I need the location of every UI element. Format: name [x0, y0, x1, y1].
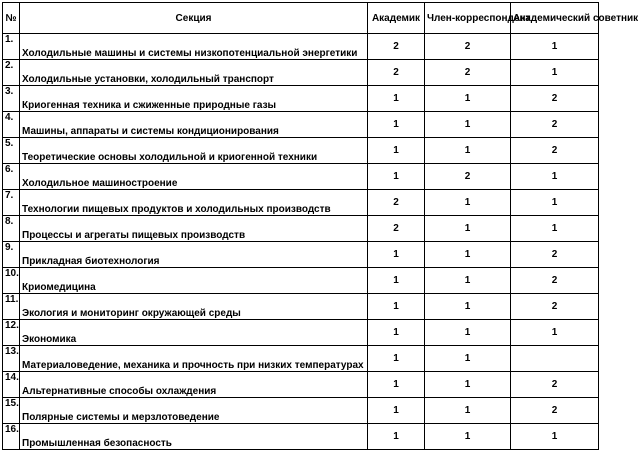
row-section: Холодильное машиностроение [20, 164, 368, 190]
row-academician: 2 [368, 190, 425, 216]
header-number: № [3, 3, 20, 34]
row-academic-advisor: 1 [511, 164, 599, 190]
table-row [3, 164, 599, 190]
table-row [3, 424, 599, 450]
row-corresponding-member: 1 [425, 398, 511, 424]
row-corresponding-member: 1 [425, 242, 511, 268]
row-corresponding-member: 1 [425, 294, 511, 320]
row-academic-advisor: 2 [511, 242, 599, 268]
row-academician: 1 [368, 242, 425, 268]
table-row [3, 372, 599, 398]
row-number: 11. [3, 294, 20, 320]
row-number: 7. [3, 190, 20, 216]
table-row [3, 86, 599, 112]
row-number: 13. [3, 346, 20, 372]
table-header-row [3, 3, 599, 34]
row-number: 4. [3, 112, 20, 138]
row-number: 1. [3, 34, 20, 60]
row-academician: 2 [368, 216, 425, 242]
sections-table [2, 2, 638, 450]
table-row [3, 138, 599, 164]
row-academic-advisor: 1 [511, 216, 599, 242]
row-section: Полярные системы и мерзлотоведение [20, 398, 368, 424]
table-row [3, 320, 599, 346]
row-number: 3. [3, 86, 20, 112]
table-row [3, 216, 599, 242]
row-academic-advisor: 2 [511, 294, 599, 320]
row-corresponding-member: 1 [425, 372, 511, 398]
table-row [3, 294, 599, 320]
row-academician: 1 [368, 294, 425, 320]
table-row [3, 60, 599, 86]
row-number: 9. [3, 242, 20, 268]
row-corresponding-member: 1 [425, 346, 511, 372]
row-academician: 1 [368, 268, 425, 294]
row-section: Технологии пищевых продуктов и холодильных производств [20, 190, 368, 216]
row-corresponding-member: 1 [425, 268, 511, 294]
row-corresponding-member: 1 [425, 424, 511, 450]
row-corresponding-member: 1 [425, 138, 511, 164]
row-section: Промышленная безопасность [20, 424, 368, 450]
row-number: 15. [3, 398, 20, 424]
row-corresponding-member: 1 [425, 190, 511, 216]
row-academician: 1 [368, 138, 425, 164]
table-row [3, 34, 599, 60]
row-corresponding-member: 2 [425, 60, 511, 86]
table-row [3, 268, 599, 294]
row-academic-advisor: 2 [511, 398, 599, 424]
table-row [3, 190, 599, 216]
row-academician: 1 [368, 372, 425, 398]
row-academician: 1 [368, 424, 425, 450]
row-section: Процессы и агрегаты пищевых производств [20, 216, 368, 242]
row-academic-advisor [511, 346, 599, 372]
row-academician: 1 [368, 164, 425, 190]
row-corresponding-member: 2 [425, 34, 511, 60]
row-academic-advisor: 1 [511, 424, 599, 450]
row-academician: 1 [368, 112, 425, 138]
row-section: Холодильные машины и системы низкопотенциальной энергетики [20, 34, 368, 60]
row-section: Криогенная техника и сжиженные природные газы [20, 86, 368, 112]
header-corresponding-member: Член-корреспондент [425, 3, 511, 34]
row-section: Криомедицина [20, 268, 368, 294]
row-section: Экономика [20, 320, 368, 346]
row-academic-advisor: 2 [511, 138, 599, 164]
table-row [3, 112, 599, 138]
row-section: Экология и мониторинг окружающей среды [20, 294, 368, 320]
row-section: Материаловедение, механика и прочность при низких температурах [20, 346, 368, 372]
row-number: 10. [3, 268, 20, 294]
row-academician: 1 [368, 86, 425, 112]
row-section: Теоретические основы холодильной и криогенной техники [20, 138, 368, 164]
row-corresponding-member: 2 [425, 164, 511, 190]
row-academic-advisor: 2 [511, 86, 599, 112]
row-number: 5. [3, 138, 20, 164]
row-academic-advisor: 2 [511, 112, 599, 138]
table-body [3, 34, 599, 450]
row-academic-advisor: 1 [511, 320, 599, 346]
row-corresponding-member: 1 [425, 112, 511, 138]
row-number: 6. [3, 164, 20, 190]
row-section: Холодильные установки, холодильный транспорт [20, 60, 368, 86]
row-number: 16. [3, 424, 20, 450]
row-academician: 1 [368, 320, 425, 346]
row-academician: 1 [368, 346, 425, 372]
row-academic-advisor: 1 [511, 190, 599, 216]
row-academician: 1 [368, 398, 425, 424]
row-section: Прикладная биотехнология [20, 242, 368, 268]
row-academic-advisor: 2 [511, 268, 599, 294]
row-corresponding-member: 1 [425, 216, 511, 242]
row-section: Машины, аппараты и системы кондиционирования [20, 112, 368, 138]
row-academic-advisor: 1 [511, 34, 599, 60]
row-number: 2. [3, 60, 20, 86]
header-academician: Академик [368, 3, 425, 34]
header-academic-advisor: Академический советник [511, 3, 599, 34]
header-section: Секция [20, 3, 368, 34]
row-number: 12. [3, 320, 20, 346]
table-row [3, 398, 599, 424]
table-row [3, 242, 599, 268]
table-row [3, 346, 599, 372]
row-corresponding-member: 1 [425, 86, 511, 112]
row-academician: 2 [368, 60, 425, 86]
row-number: 8. [3, 216, 20, 242]
row-number: 14. [3, 372, 20, 398]
row-academic-advisor: 2 [511, 372, 599, 398]
row-academician: 2 [368, 34, 425, 60]
row-section: Альтернативные способы охлаждения [20, 372, 368, 398]
row-academic-advisor: 1 [511, 60, 599, 86]
row-corresponding-member: 1 [425, 320, 511, 346]
